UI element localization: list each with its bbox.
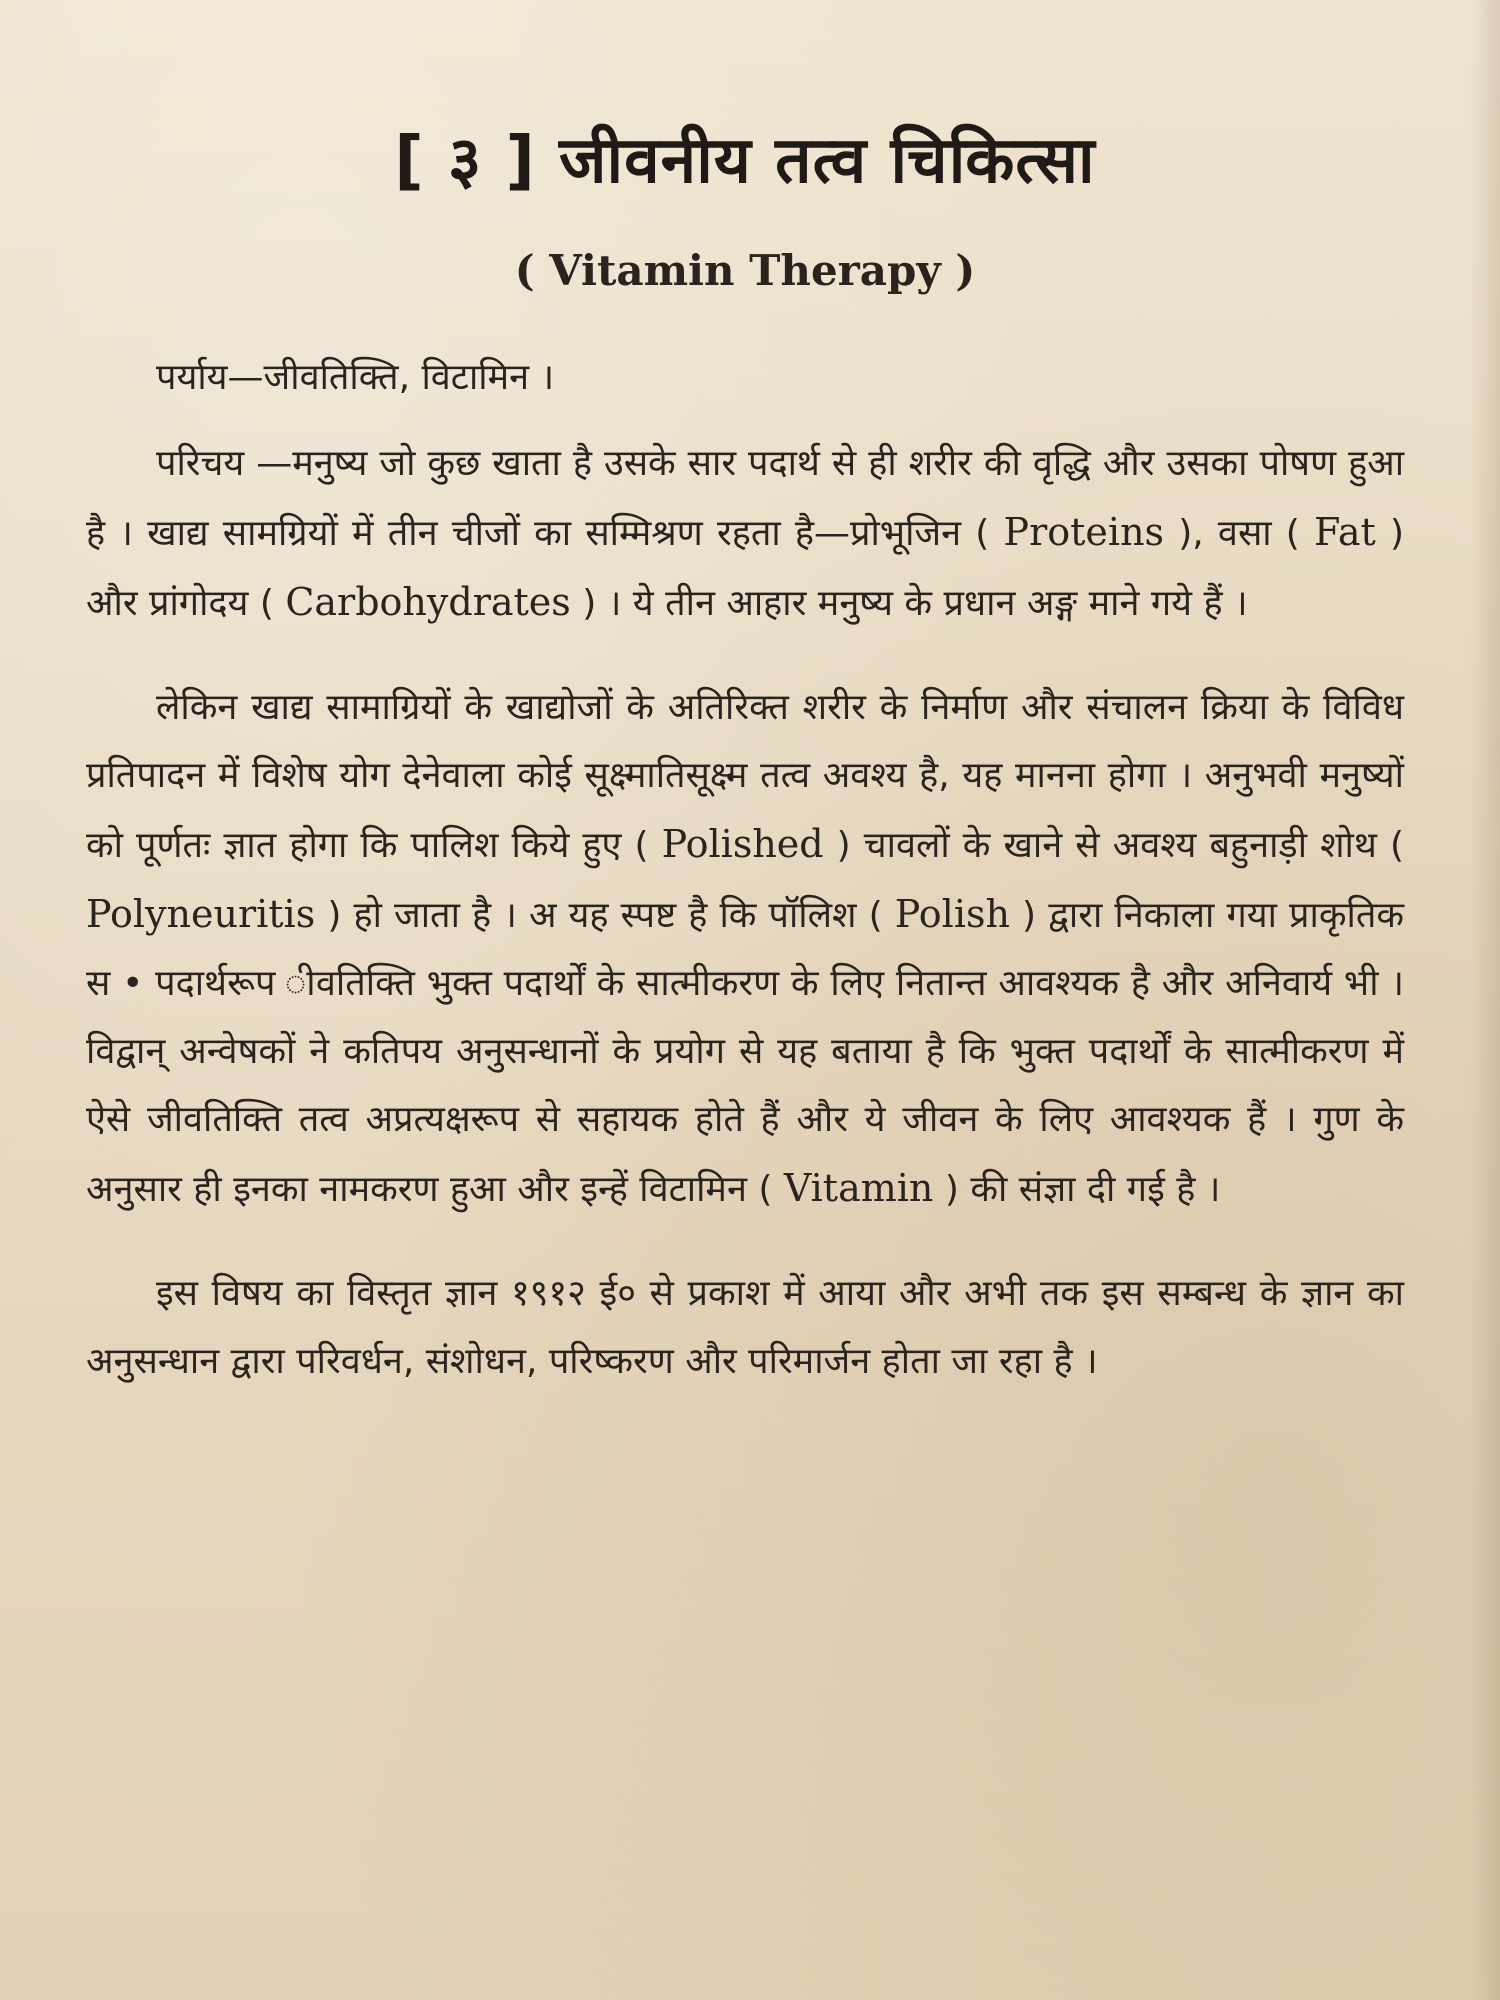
term-proteins: Proteins	[1003, 510, 1165, 554]
term-fat: Fat	[1314, 510, 1376, 554]
term-polyneuritis: Polyneuritis	[86, 892, 316, 936]
detail-text-3: ) हो जाता है । अ यह स्पष्ट है कि पॉलिश (	[315, 895, 895, 936]
detail-text-2: ) चावलों के खाने से अवश्य बहुनाड़ी शोथ (	[823, 825, 1404, 866]
history-paragraph: इस विषय का विस्तृत ज्ञान १९१२ ई० से प्रकाश में आया और अभी तक इस सम्बन्ध के ज्ञान का अनुसन्धान द्वारा परिवर्धन, संशोधन, परिष्करण और परिमार्जन होता जा रहा है ।	[86, 1273, 1404, 1382]
intro-text-2: ), वसा (	[1164, 513, 1315, 554]
term-polish: Polish	[894, 892, 1010, 936]
term-polished: Polished	[661, 822, 824, 866]
term-vitamin: Vitamin	[783, 1166, 934, 1210]
intro-text-3: ) और प्रांगोदय (	[86, 513, 1404, 624]
chapter-subtitle: ( Vitamin Therapy )	[514, 246, 976, 295]
detail-text-1: लेकिन खाद्य सामाग्रियों के खाद्योजों के अतिरिक्त शरीर के निर्माण और संचालन क्रिया के विविध प्रतिपादन में विशेष योग देनेवाला कोई सूक्ष्मातिसूक्ष्म तत्व अवश्य है, यह मानना होगा । अनुभवी मनुष्यों को पूर्णतः ज्ञात होगा कि पालिश किये हुए (	[86, 687, 1404, 866]
intro-text-1: परिचय —मनुष्य जो कुछ खाता है उसके सार पदार्थ से ही शरीर की वृद्धि और उसका पोषण हुआ है । खाद्य सामग्रियों में तीन चीजों का सम्मिश्रण रहता है—प्रोभूजिन (	[86, 443, 1404, 554]
chapter-title: [ ३ ] जीवनीय तत्व चिकित्सा	[394, 124, 1096, 198]
synonym-paragraph: पर्याय—जीवतिक्ति, विटामिन ।	[156, 357, 555, 398]
intro-text-4: ) । ये तीन आहार मनुष्य के प्रधान अङ्ग माने गये हैं ।	[570, 583, 1248, 624]
intro-paragraph	[86, 430, 1404, 638]
term-carbohydrates: Carbohydrates	[285, 580, 571, 624]
page-edge-shadow	[1470, 0, 1500, 2000]
detail-paragraph	[86, 674, 1404, 1224]
detail-text-5: ) की संज्ञा दी गई है ।	[933, 1169, 1221, 1210]
detail-text-4: ) द्वारा निकाला गया प्राकृतिक स • पदार्थरूप ीवतिक्ति भुक्त पदार्थों के सात्मीकरण के लिए नितान्त आवश्यक है और अनिवार्य भी । विद्वान् अन्वेषकों ने कतिपय अनुसन्धानों के प्रयोग से यह बताया है कि भुक्त पदार्थों के सात्मीकरण में ऐसे जीवतिक्ति तत्व अप्रत्यक्षरूप से सहायक होते हैं और ये जीवन के लिए आवश्यक हैं । गुण के अनुसार ही इनका नामकरण हुआ और इन्हें विटामिन (	[86, 895, 1405, 1210]
